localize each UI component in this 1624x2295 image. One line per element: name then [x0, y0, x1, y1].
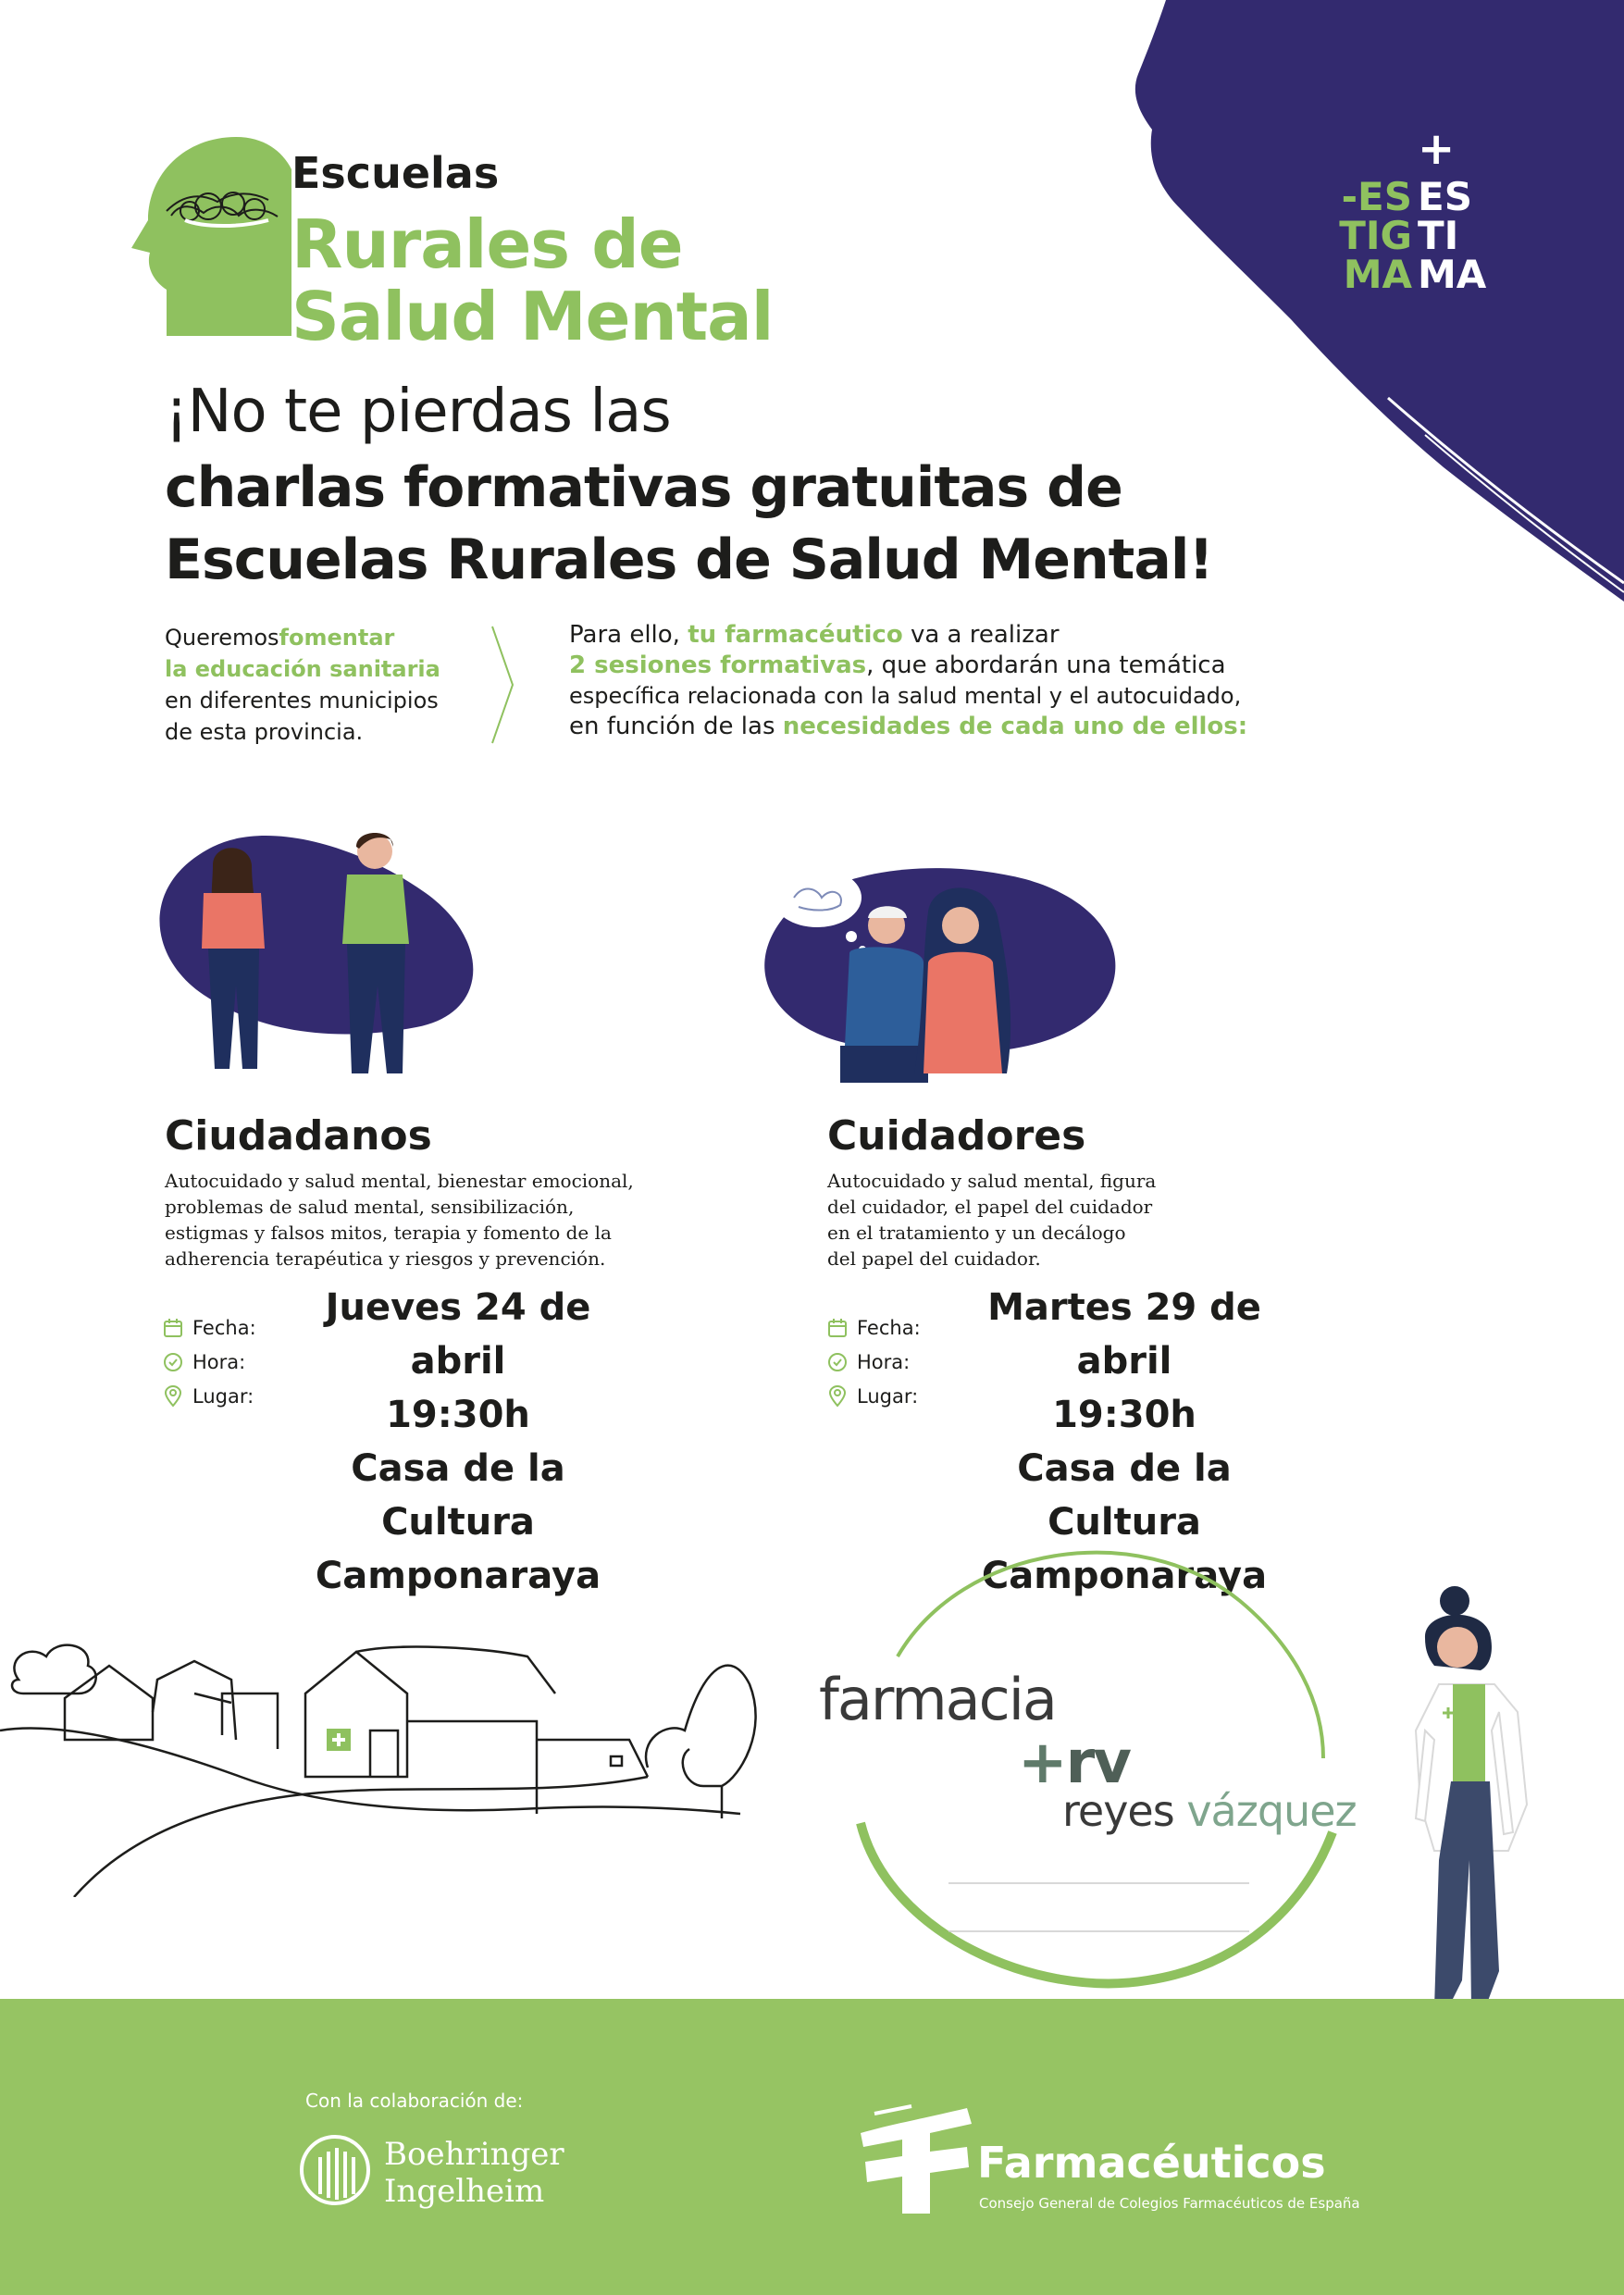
intro-right-highlight-1: tu farmacéutico — [688, 621, 903, 649]
hora-row — [163, 1345, 256, 1379]
estigma-left-3: MA — [1343, 252, 1412, 297]
location-pin-icon — [827, 1385, 848, 1408]
fecha-label: Fecha: — [857, 1316, 921, 1339]
session-ciudadanos-desc-2: problemas de salud mental, sensibilización, — [165, 1196, 575, 1218]
estigma-plus: + — [1418, 123, 1456, 175]
session-place-2: Camponaraya — [315, 1555, 601, 1597]
fecha-row — [163, 1310, 256, 1345]
boehringer-line-2: Ingelheim — [384, 2173, 545, 2210]
intro-left-highlight-2: la educación sanitaria — [165, 656, 440, 682]
pharmacy-name-1: reyes — [1062, 1786, 1187, 1836]
session-cuidadores-desc-3: en el tratamiento y un decálogo — [827, 1222, 1126, 1244]
lugar-label: Lugar: — [857, 1384, 919, 1408]
head-logo-icon — [130, 128, 291, 336]
estigma-left-2: TIG — [1339, 213, 1412, 258]
session-time: 19:30h — [1052, 1394, 1196, 1436]
lugar-row — [163, 1379, 256, 1413]
boehringer-name — [384, 2136, 564, 2210]
boehringer-logo-icon — [298, 2133, 372, 2207]
session-ciudadanos-title: Ciudadanos — [165, 1112, 432, 1160]
intro-right-c: , que abordarán una temática — [866, 651, 1226, 679]
intro-right-b: va a realizar — [902, 621, 1060, 649]
title-line-3: Escuelas Rurales de Salud Mental! — [165, 527, 1213, 592]
intro-left-text — [165, 622, 489, 748]
session-ciudadanos-info-labels — [163, 1310, 256, 1413]
footer-band — [0, 1999, 1624, 2295]
session-cuidadores-info-labels — [827, 1310, 921, 1413]
intro-right-a: Para ello, — [569, 621, 688, 649]
session-ciudadanos-details — [282, 1281, 634, 1603]
navy-brush-shape — [1110, 0, 1624, 611]
pharmacist-illustration — [1397, 1582, 1545, 2036]
hora-label: Hora: — [857, 1350, 911, 1373]
intro-left-highlight-1: fomentar — [279, 625, 395, 651]
session-date: Martes 29 de abril — [987, 1286, 1261, 1383]
intro-left-rest-2: de esta provincia. — [165, 719, 364, 745]
hora-row — [827, 1345, 921, 1379]
intro-right-highlight-2: 2 sesiones formativas — [569, 651, 867, 679]
session-cuidadores-title: Cuidadores — [827, 1112, 1086, 1160]
session-ciudadanos-desc — [165, 1168, 683, 1272]
session-cuidadores-desc-1: Autocuidado y salud mental, figura — [827, 1170, 1157, 1192]
clock-icon — [163, 1352, 183, 1372]
pharmacy-rv: rv — [1065, 1729, 1130, 1797]
estigma-right-2: TI — [1418, 213, 1459, 258]
title-line-1: ¡No te pierdas las — [165, 378, 671, 446]
pharmacy-word: farmacia — [819, 1666, 1056, 1733]
citizens-illustration — [148, 828, 481, 1083]
logo-salud-mental-text: Salud Mental — [291, 278, 774, 355]
intro-left-rest-1: en diferentes municipios — [165, 688, 439, 713]
hora-label: Hora: — [192, 1350, 246, 1373]
lugar-label: Lugar: — [192, 1384, 254, 1408]
colab-text: Con la colaboración de: — [305, 2090, 524, 2112]
logo-escuelas-text: Escuelas — [291, 148, 500, 198]
chevron-right-icon — [489, 625, 516, 745]
carers-illustration — [748, 861, 1127, 1083]
session-place-1: Casa de la Cultura — [1017, 1447, 1232, 1544]
farmaceuticos-name: Farmacéuticos — [977, 2138, 1326, 2188]
session-place-1: Casa de la Cultura — [351, 1447, 565, 1544]
boehringer-line-1: Boehringer — [384, 2136, 564, 2173]
session-ciudadanos-desc-4: adherencia terapéutica y riesgos y prevención. — [165, 1247, 606, 1270]
fecha-label: Fecha: — [192, 1316, 256, 1339]
pharmacy-name-2: vázquez — [1186, 1786, 1357, 1836]
farmaceuticos-cross-icon — [856, 2101, 976, 2216]
location-pin-icon — [163, 1385, 183, 1408]
estigma-right-1: ES — [1418, 174, 1472, 219]
session-date: Jueves 24 de abril — [325, 1286, 591, 1383]
consejo-text: Consejo General de Colegios Farmacéuticos de España — [979, 2195, 1360, 2212]
intro-left-prefix: Queremos — [165, 625, 279, 651]
fecha-row — [827, 1310, 921, 1345]
calendar-icon — [163, 1318, 183, 1338]
session-ciudadanos-desc-3: estigmas y falsos mitos, terapia y fomento de la — [165, 1222, 612, 1244]
village-line-drawing — [0, 1592, 861, 1897]
session-cuidadores-desc-4: del papel del cuidador. — [827, 1247, 1041, 1270]
intro-right-e: en función de las — [569, 713, 783, 740]
estigma-right-3: MA — [1418, 252, 1487, 297]
intro-right-d: específica relacionada con la salud mental y el autocuidado, — [569, 683, 1242, 709]
calendar-icon — [827, 1318, 848, 1338]
session-place-2: Camponaraya — [981, 1555, 1268, 1597]
intro-right-highlight-3: necesidades de cada uno de ellos: — [782, 713, 1248, 740]
session-ciudadanos-desc-1: Autocuidado y salud mental, bienestar emocional, — [165, 1170, 634, 1192]
estigma-left-1: -ES — [1341, 174, 1412, 219]
session-cuidadores-desc-2: del cuidador, el papel del cuidador — [827, 1196, 1153, 1218]
session-cuidadores-desc — [827, 1168, 1290, 1272]
intro-right-text — [569, 620, 1272, 742]
session-time: 19:30h — [386, 1394, 530, 1436]
title-line-2: charlas formativas gratuitas de — [165, 455, 1122, 520]
pharmacy-plus-icon: + — [1018, 1729, 1066, 1797]
lugar-row — [827, 1379, 921, 1413]
logo-rurales-text: Rurales de — [291, 205, 683, 283]
pharmacy-name — [1062, 1786, 1357, 1836]
clock-icon — [827, 1352, 848, 1372]
